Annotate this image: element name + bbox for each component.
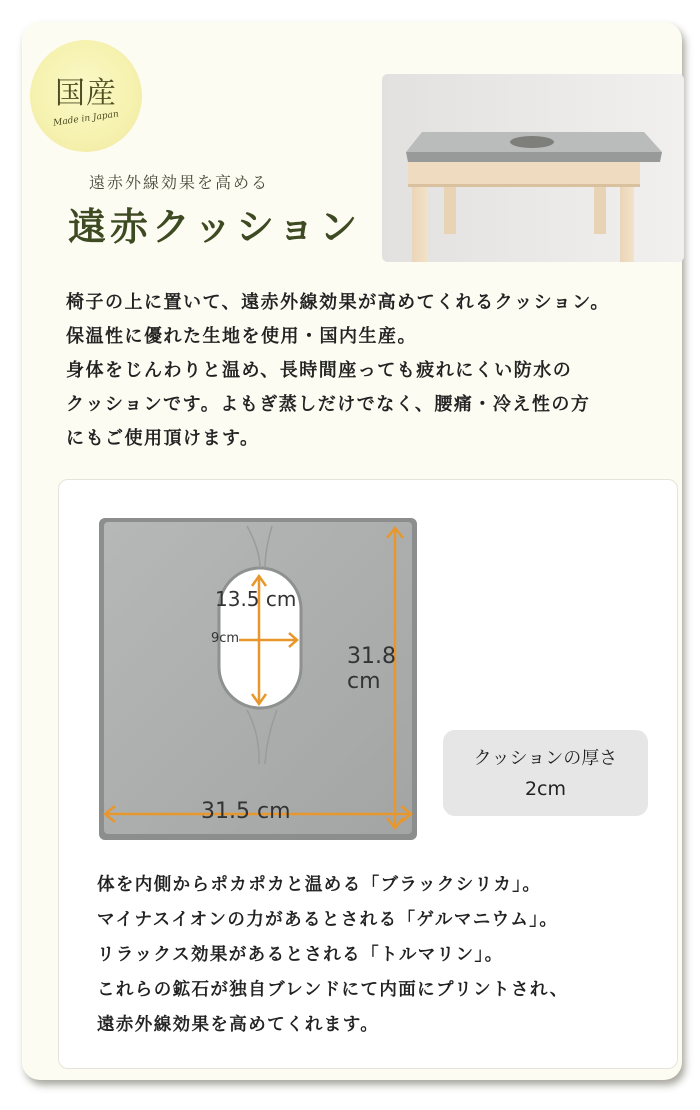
thickness-badge [443,730,648,816]
thickness-label: クッションの厚さ [473,748,618,769]
description-line: マイナスイオンの力があるとされる「ゲルマニウム」。 [97,910,559,930]
description-text [97,868,672,1043]
badge-kanji: 国産 [55,76,117,111]
hole-height-label: 13.5 cm [215,587,297,611]
description-line: 体を内側からポカポカと温める「ブラックシリカ」。 [97,875,542,895]
description-line: リラックス効果があるとされる「トルマリン」。 [97,945,504,965]
made-in-japan-badge [30,40,142,152]
thickness-value: 2cm [524,778,567,800]
badge-subtext: Made in Japan [52,109,120,129]
cushion-width-label: 31.5 cm [201,799,291,824]
description-line: これらの鉱石が独自ブレンドにて内面にプリントされ、 [97,980,569,1000]
description-line: 遠赤外線効果を高めてくれます。 [97,1015,380,1035]
hole-width-label: 9cm [211,631,240,646]
product-card [22,22,682,1080]
intro-text [66,286,691,456]
intro-line: にもご使用頂けます。 [66,428,260,449]
spec-panel [58,479,678,1069]
intro-line: 保温性に優れた生地を使用・国内生産。 [66,326,417,347]
intro-line: クッションです。よもぎ蒸しだけでなく、腰痛・冷え性の方 [66,394,591,415]
intro-line: 身体をじんわりと温め、長時間座っても疲れにくい防水の [66,360,573,381]
cushion-diagram [97,514,417,844]
stool-with-cushion-image [382,74,684,262]
product-photo [382,74,684,262]
cushion-height-label: 31.8 cm [347,644,396,694]
product-title: 遠赤クッション [68,204,362,249]
intro-line: 椅子の上に置いて、遠赤外線効果が高めてくれるクッション。 [66,292,610,313]
product-subtitle: 遠赤外線効果を高める [89,173,270,192]
